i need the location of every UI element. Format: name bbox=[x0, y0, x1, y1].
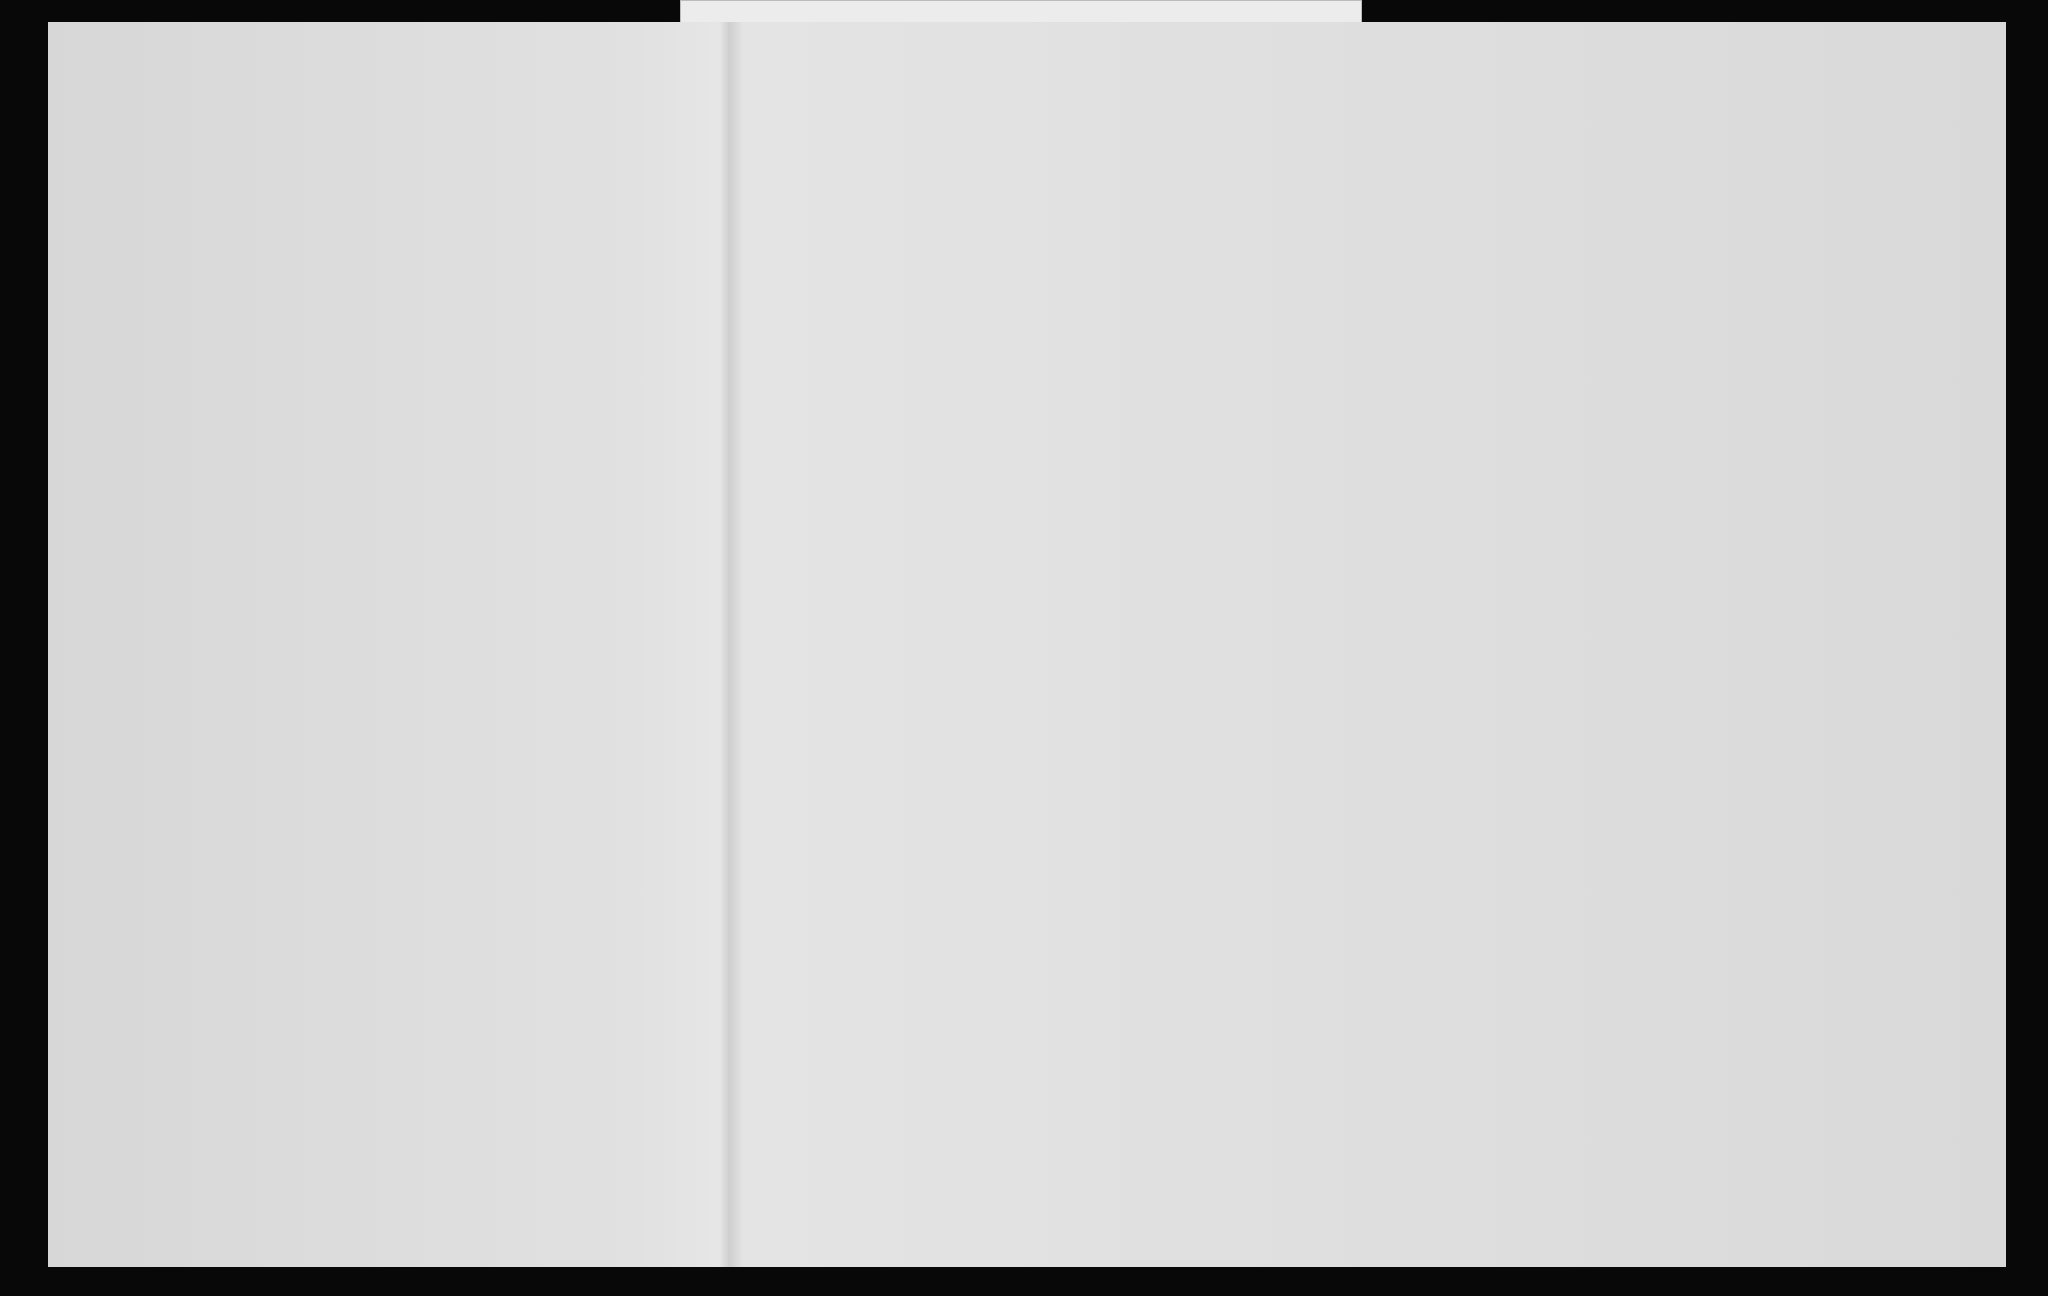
census-form bbox=[48, 22, 2006, 1267]
